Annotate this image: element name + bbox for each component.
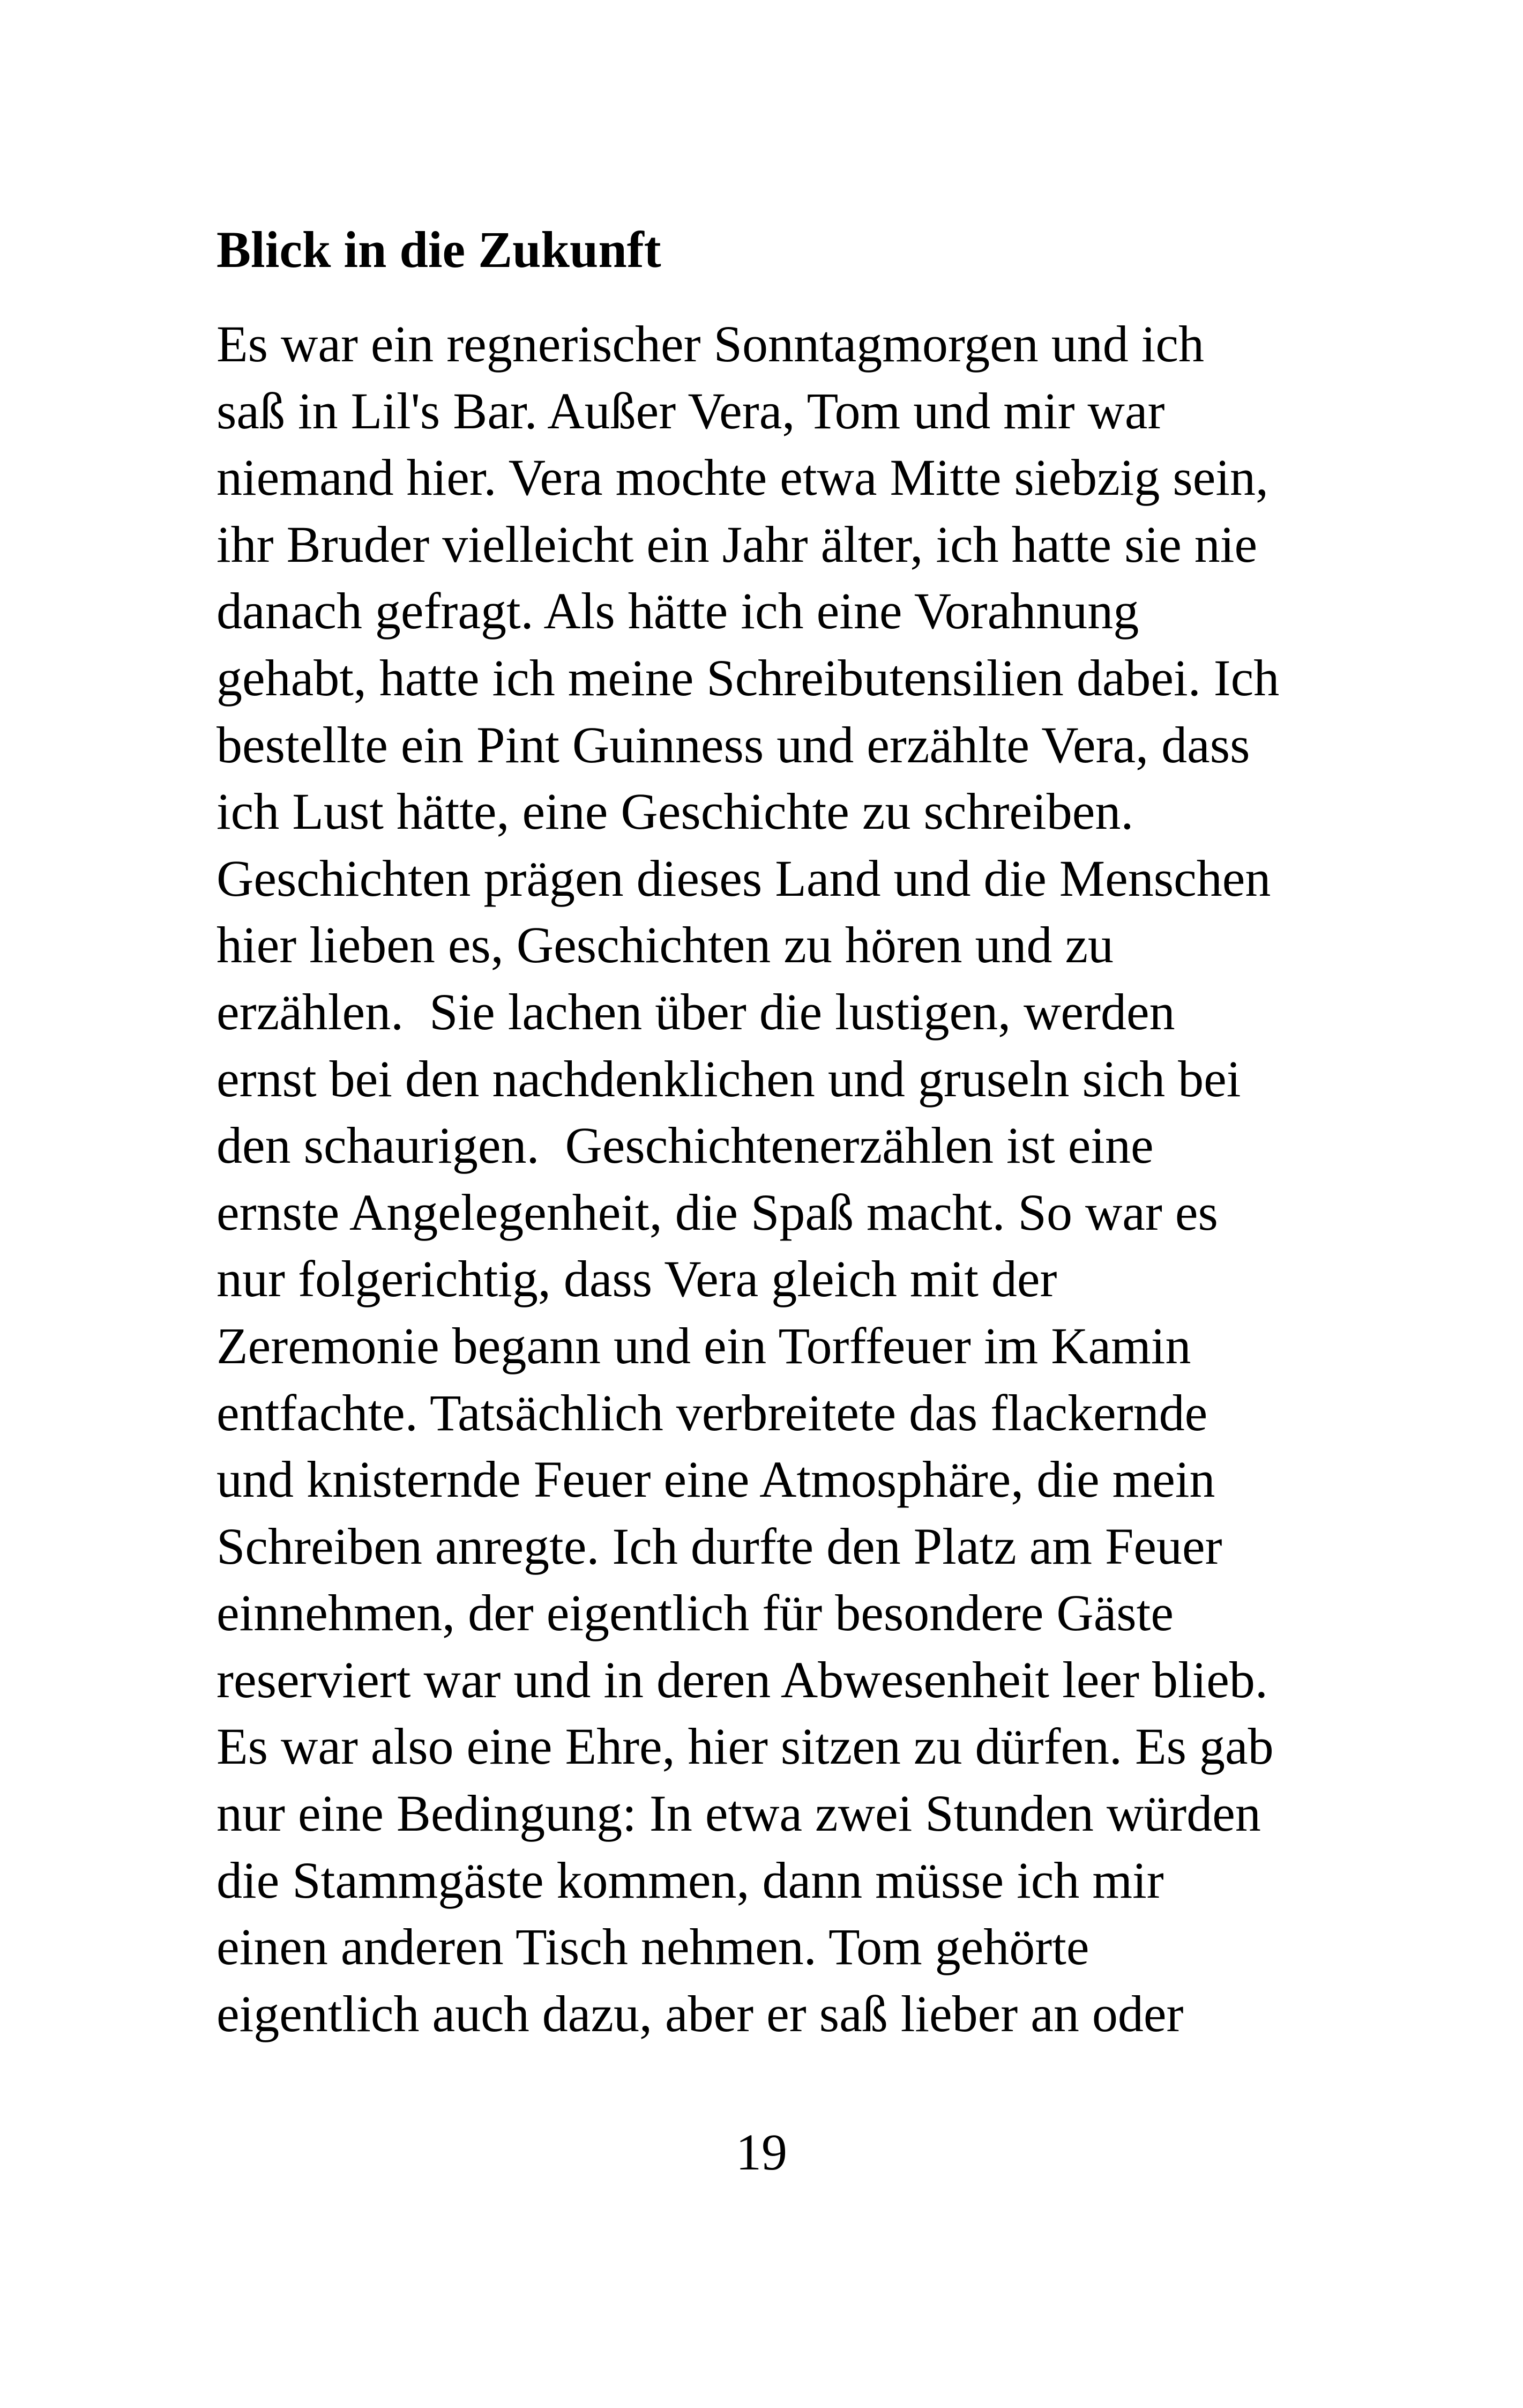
text-line: den schaurigen. Geschichtenerzählen ist eine (216, 1117, 1154, 1175)
body-text (216, 311, 1342, 2047)
text-line: danach gefragt. Als hätte ich eine Vorahnung (216, 582, 1139, 640)
text-line: Es war ein regnerischer Sonntagmorgen und ich (216, 315, 1205, 373)
text-line: Es war also eine Ehre, hier sitzen zu dürfen. Es gab (216, 1718, 1274, 1775)
text-line: Schreiben anregte. Ich durfte den Platz am Feuer (216, 1517, 1222, 1575)
text-line: einnehmen, der eigentlich für besondere Gäste (216, 1584, 1174, 1642)
chapter-title: Blick in die Zukunft (216, 221, 661, 278)
text-line: Geschichten prägen dieses Land und die Menschen (216, 849, 1271, 907)
text-line: eigentlich auch dazu, aber er saß lieber an oder (216, 1985, 1184, 2042)
text-line: nur eine Bedingung: In etwa zwei Stunden würden (216, 1785, 1261, 1842)
text-line: reserviert war und in deren Abwesenheit leer blieb. (216, 1651, 1268, 1708)
text-line: saß in Lil's Bar. Außer Vera, Tom und mir war (216, 382, 1165, 440)
text-line: Zeremonie begann und ein Torffeuer im Kamin (216, 1317, 1191, 1374)
text-line: nur folgerichtig, dass Vera gleich mit der (216, 1250, 1057, 1308)
text-line: die Stammgäste kommen, dann müsse ich mir (216, 1851, 1164, 1909)
text-line: bestellte ein Pint Guinness und erzählte Vera, dass (216, 716, 1250, 774)
text-line: einen anderen Tisch nehmen. Tom gehörte (216, 1918, 1089, 1976)
text-line: ich Lust hätte, eine Geschichte zu schreiben. (216, 783, 1134, 841)
text-line: ernst bei den nachdenklichen und gruseln sich bei (216, 1050, 1241, 1108)
text-line: entfachte. Tatsächlich verbreitete das flackernde (216, 1384, 1208, 1441)
text-line: gehabt, hatte ich meine Schreibutensilien dabei. Ich (216, 649, 1280, 707)
text-line: niemand hier. Vera mochte etwa Mitte siebzig sein, (216, 449, 1268, 507)
text-line: hier lieben es, Geschichten zu hören und zu (216, 916, 1114, 974)
text-line: erzählen. Sie lachen über die lustigen, werden (216, 983, 1175, 1041)
text-line: und knisternde Feuer eine Atmosphäre, die mein (216, 1451, 1215, 1508)
text-line: ihr Bruder vielleicht ein Jahr älter, ich hatte sie nie (216, 515, 1258, 573)
text-line: ernste Angelegenheit, die Spaß macht. So war es (216, 1183, 1218, 1241)
page-number: 19 (736, 2123, 787, 2181)
